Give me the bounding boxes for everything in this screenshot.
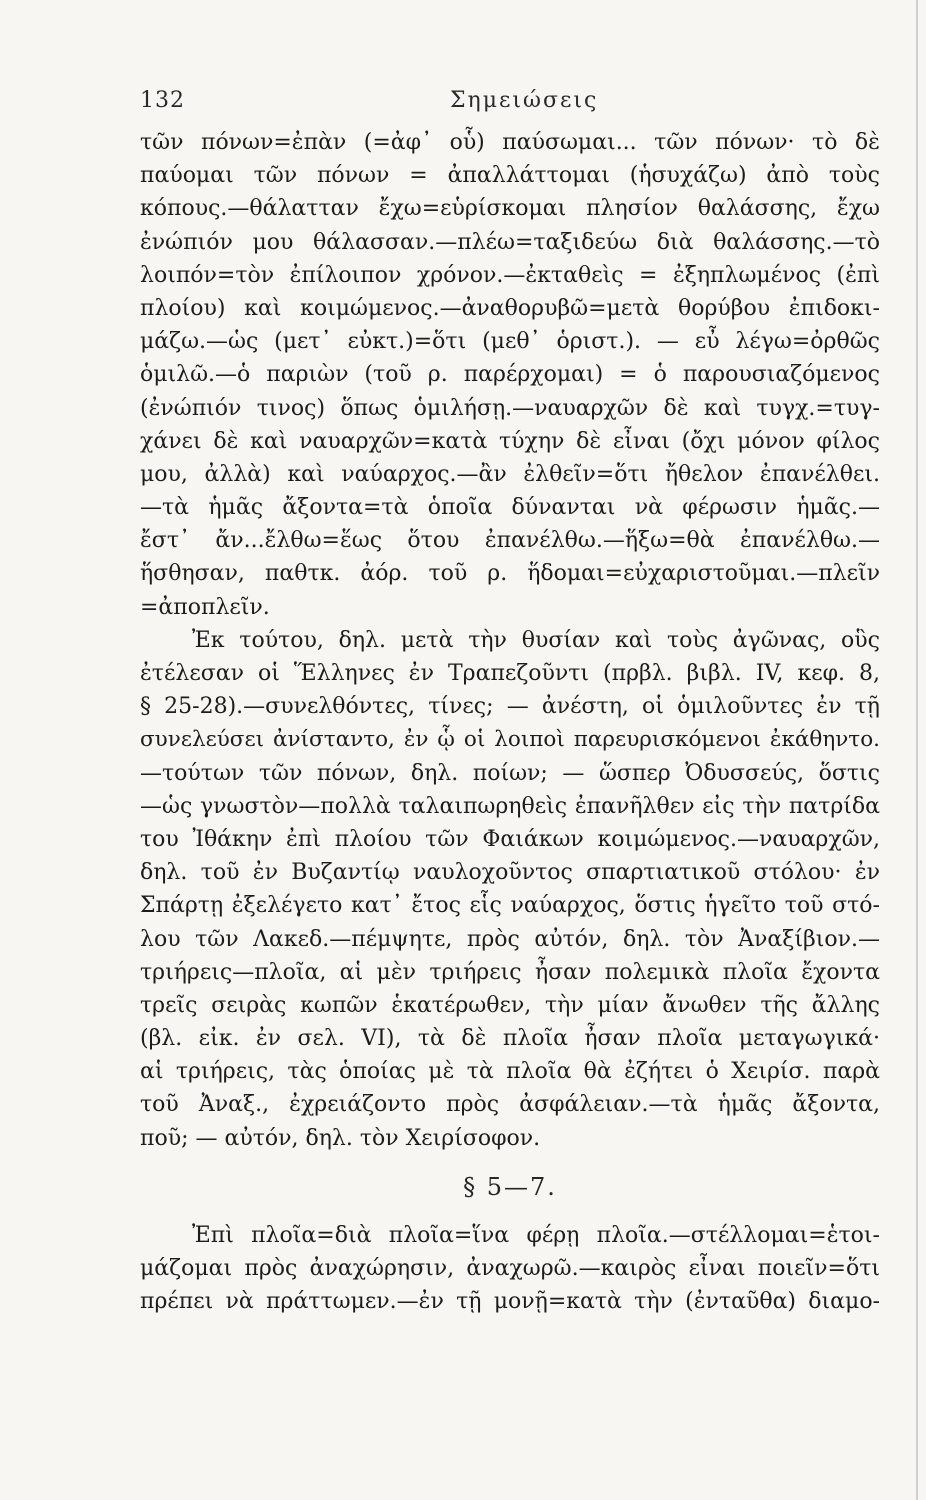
text-line: τῶν πόνων=ἐπὰν (=ἀφ᾽ οὗ) παύσωμαι... τῶν πόνων· τὸ δὲ <box>140 130 880 155</box>
text-line: μάζω.—ὡς (μετ᾽ εὐκτ.)=ὅτι (μεθ᾽ ὁριστ.). — εὖ λέγω=ὀρθῶς <box>140 329 880 355</box>
paragraph-start-line: Ἐπὶ πλοῖα=διὰ πλοῖα=ἵνα φέρῃ πλοῖα.—στέλλομαι=ἑτοι- <box>192 1222 880 1248</box>
paragraph-start-line: Ἐκ τούτου, δηλ. μετὰ τὴν θυσίαν καὶ τοὺς ἀγῶνας, οὓς <box>192 627 880 653</box>
text-line: ποῦ; — αὐτόν, δηλ. τὸν Χειρίσοφον. <box>140 1125 541 1151</box>
text-line: δηλ. τοῦ ἐν Βυζαντίῳ ναυλοχοῦντος σπαρτιατικοῦ στόλου· ἐν <box>140 860 880 886</box>
text-line: μου, ἀλλὰ) καὶ ναύαρχος.—ἂν ἐλθεῖν=ὅτι ἤθελον ἐπανέλθει. <box>140 461 880 487</box>
text-line: Σπάρτῃ ἐξελέγετο κατ᾽ ἔτος εἷς ναύαρχος, ὅστις ἡγεῖτο τοῦ στό- <box>140 893 880 919</box>
text-line: κόπους.—θάλατταν ἔχω=εὑρίσκομαι πλησίον θαλάσσης, ἔχω <box>140 196 880 222</box>
text-line: ἐτέλεσαν οἱ Ἕλληνες ἐν Τραπεζοῦντι (πρβλ. βιβλ. IV, κεφ. 8, <box>140 661 880 686</box>
page-edge <box>916 0 918 1500</box>
text-line: πρέπει νὰ πράττωμεν.—ἐν τῇ μονῇ=κατὰ τὴν (ἐνταῦθα) διαμο- <box>140 1289 880 1315</box>
text-line: —τὰ ἡμᾶς ἄξοντα=τὰ ὁποῖα δύνανται νὰ φέρωσιν ἡμᾶς.— <box>140 495 880 521</box>
text-line: =ἀποπλεῖν. <box>140 594 270 620</box>
text-line: λου τῶν Λακεδ.—πέμψητε, πρὸς αὐτόν, δηλ. τὸν Ἀναξίβιον.— <box>140 926 880 952</box>
text-line: τριήρεις—πλοῖα, αἱ μὲν τριήρεις ἦσαν πολεμικὰ πλοῖα ἔχοντα <box>140 959 880 985</box>
text-line: ἔστ᾽ ἄν...ἔλθω=ἕως ὅτου ἐπανέλθω.—ἥξω=θὰ ἐπανέλθω.— <box>140 528 880 554</box>
text-line: λοιπόν=τὸν ἐπίλοιπον χρόνον.—ἐκταθεὶς = ἐξηπλωμένος (ἐπὶ <box>140 262 880 288</box>
page-number: 132 <box>140 88 185 113</box>
text-line: του Ἰθάκην ἐπὶ πλοίου τῶν Φαιάκων κοιμώμενος.—ναυαρχῶν, <box>140 826 880 852</box>
text-line: μάζομαι πρὸς ἀναχώρησιν, ἀναχωρῶ.—καιρὸς εἶναι ποιεῖν=ὅτι <box>140 1256 880 1281</box>
text-line: ἥσθησαν, παθτκ. ἀόρ. τοῦ ρ. ἥδομαι=εὐχαριστοῦμαι.—πλεῖν <box>140 561 880 587</box>
notes-body <box>140 126 880 1318</box>
text-line: τρεῖς σειρὰς κωπῶν ἑκατέρωθεν, τὴν μίαν ἄνωθεν τῆς ἄλλης <box>140 992 880 1018</box>
page-header <box>140 88 880 118</box>
text-line: συνελεύσει ἀνίσταντο, ἐν ᾧ οἱ λοιποὶ παρευρισκόμενοι ἐκάθηντο. <box>140 727 880 753</box>
running-title: Σημειώσεις <box>450 88 599 113</box>
text-line: ἐνώπιόν μου θάλασσαν.—πλέω=ταξιδεύω διὰ θαλάσσης.—τὸ <box>140 229 880 255</box>
text-line: (ἐνώπιόν τινος) ὅπως ὁμιλήσῃ.—ναυαρχῶν δὲ καὶ τυγχ.=τυγ- <box>140 395 880 421</box>
text-line: ὁμιλῶ.—ὁ παριὼν (τοῦ ρ. παρέρχομαι) = ὁ παρουσιαζόμενος <box>140 362 880 388</box>
text-line: —τούτων τῶν πόνων, δηλ. ποίων; — ὥσπερ Ὀδυσσεύς, ὅστις <box>140 760 880 786</box>
text-line: —ὡς γνωστὸν—πολλὰ ταλαιπωρηθεὶς ἐπανῆλθεν εἰς τὴν πατρίδα <box>140 793 880 819</box>
text-line: § 25-28).—συνελθόντες, τίνες; — ἀνέστη, οἱ ὁμιλοῦντες ἐν τῇ <box>140 694 880 720</box>
text-line: αἱ τριήρεις, τὰς ὁποίας μὲ τὰ πλοῖα θὰ ἐζήτει ὁ Χειρίσ. παρὰ <box>140 1059 880 1085</box>
text-line: τοῦ Ἀναξ., ἐχρειάζοντο πρὸς ἀσφάλειαν.—τὰ ἡμᾶς ἄξοντα, <box>140 1092 880 1118</box>
text-line: (βλ. εἰκ. ἐν σελ. VI), τὰ δὲ πλοῖα ἦσαν πλοῖα μεταγωγικά· <box>140 1026 880 1052</box>
text-line: πλοίου) καὶ κοιμώμενος.—ἀναθορυβῶ=μετὰ θορύβου ἐπιδοκι- <box>140 295 880 321</box>
text-line: χάνει δὲ καὶ ναυαρχῶν=κατὰ τύχην δὲ εἶναι (ὄχι μόνον φίλος <box>140 428 880 454</box>
text-line: παύομαι τῶν πόνων = ἀπαλλάττομαι (ἡσυχάζω) ἀπὸ τοὺς <box>140 163 880 189</box>
section-heading: § 5—7. <box>463 1172 557 1201</box>
